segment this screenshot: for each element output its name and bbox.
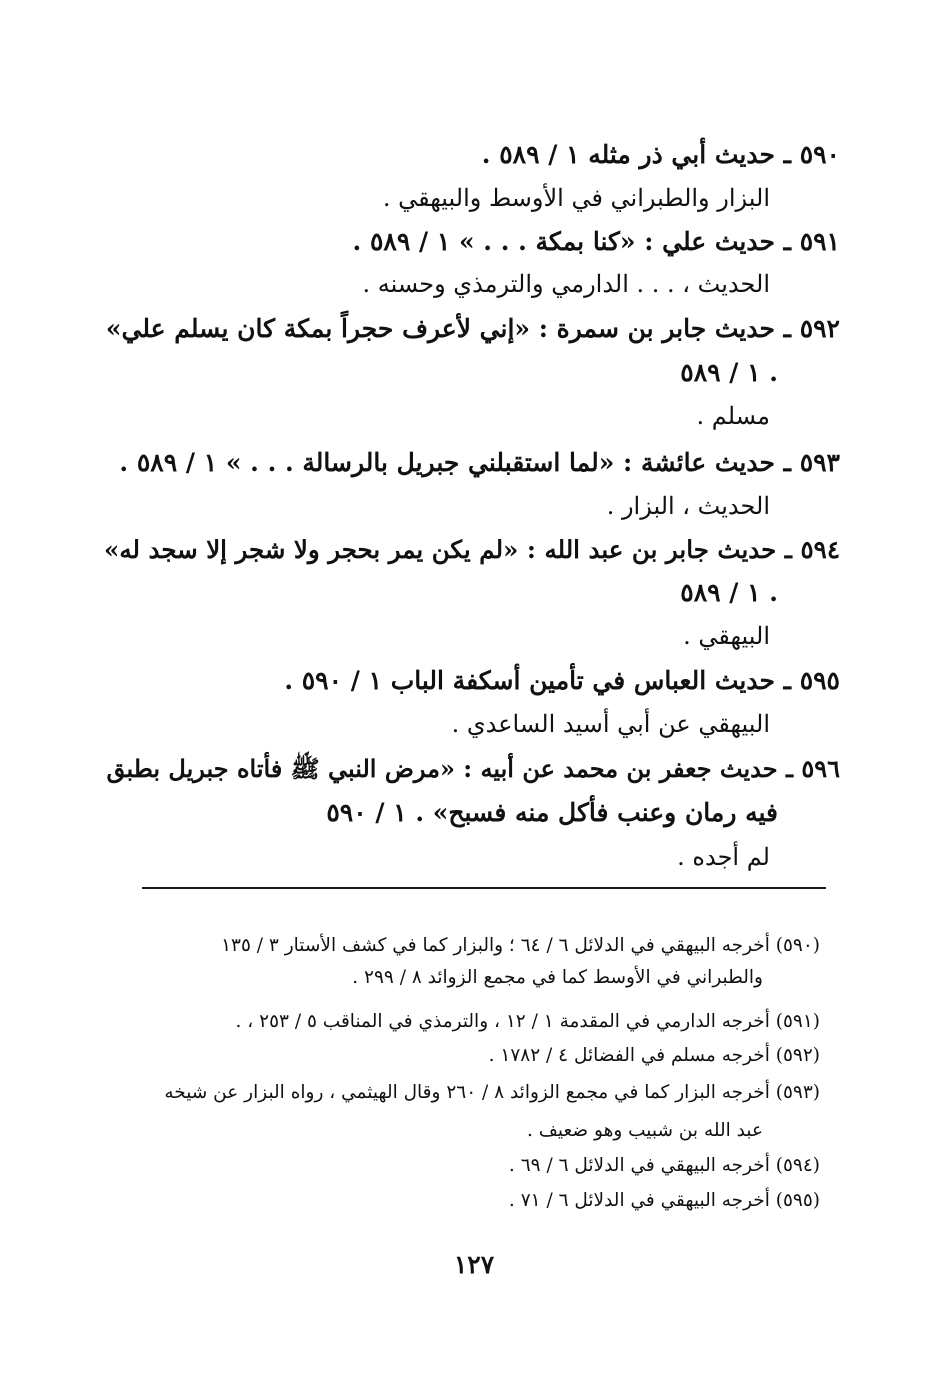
- footnote-divider: [142, 887, 826, 889]
- entry-596-title-continued: فيه رمان وعنب فأكل منه فسبح» . ١ / ٥٩٠: [326, 798, 778, 827]
- footnote-590-continued: والطبراني في الأوسط كما في مجمع الزوائد ٨ / ٢٩٩ .: [352, 967, 763, 988]
- footnote-591: (٥٩١) أخرجه الدارمي في المقدمة ١ / ١٢ ، والترمذي في المناقب ٥ / ٢٥٣ ، .: [235, 1011, 820, 1032]
- entry-592-source: مسلم .: [696, 402, 770, 430]
- entry-593-title: ٥٩٣ ـ حديث عائشة : «لما استقبلني جبريل بالرسالة . . . » ١ / ٥٨٩ .: [119, 448, 840, 477]
- entry-596-title: ٥٩٦ ـ حديث جعفر بن محمد عن أبيه : «مرض النبي ﷺ فأتاه جبريل بطبق: [106, 754, 840, 783]
- footnote-592: (٥٩٢) أخرجه مسلم في الفضائل ٤ / ١٧٨٢ .: [488, 1045, 820, 1066]
- entry-594-title-continued: ١ / ٥٨٩ .: [680, 578, 778, 607]
- entry-590-title: ٥٩٠ ـ حديث أبي ذر مثله ١ / ٥٨٩ .: [481, 140, 840, 169]
- entry-592-title-continued: ١ / ٥٨٩ .: [680, 358, 778, 387]
- footnote-594: (٥٩٤) أخرجه البيهقي في الدلائل ٦ / ٦٩ .: [508, 1155, 820, 1176]
- entry-595-source: البيهقي عن أبي أسيد الساعدي .: [451, 710, 770, 738]
- footnote-595: (٥٩٥) أخرجه البيهقي في الدلائل ٦ / ٧١ .: [508, 1190, 820, 1211]
- entry-592-title: ٥٩٢ ـ حديث جابر بن سمرة : «إني لأعرف حجراً بمكة كان يسلم علي»: [105, 314, 840, 343]
- entry-595-title: ٥٩٥ ـ حديث العباس في تأمين أسكفة الباب ١ / ٥٩٠ .: [284, 666, 840, 695]
- entry-594-title: ٥٩٤ ـ حديث جابر بن عبد الله : «لم يكن يمر بحجر ولا شجر إلا سجد له»: [104, 535, 840, 564]
- entry-590-source: البزار والطبراني في الأوسط والبيهقي .: [382, 184, 770, 212]
- footnote-590: (٥٩٠) أخرجه البيهقي في الدلائل ٦ / ٦٤ ؛ والبزار كما في كشف الأستار ٣ / ١٣٥: [221, 935, 820, 956]
- page-number: ١٢٧: [453, 1250, 495, 1279]
- entry-594-source: البيهقي .: [683, 622, 770, 650]
- footnote-593-continued: عبد الله بن شبيب وهو ضعيف .: [527, 1120, 763, 1141]
- entry-596-source: لم أجده .: [677, 843, 770, 871]
- entry-593-source: الحديث ، البزار .: [606, 492, 770, 520]
- footnote-593: (٥٩٣) أخرجه البزار كما في مجمع الزوائد ٨ / ٢٦٠ وقال الهيثمي ، رواه البزار عن شيخه: [164, 1082, 820, 1103]
- entry-591-title: ٥٩١ ـ حديث علي : «كنا بمكة . . . » ١ / ٥٨٩ .: [352, 227, 840, 256]
- entry-591-source: الحديث ، . . . الدارمي والترمذي وحسنه .: [362, 270, 770, 298]
